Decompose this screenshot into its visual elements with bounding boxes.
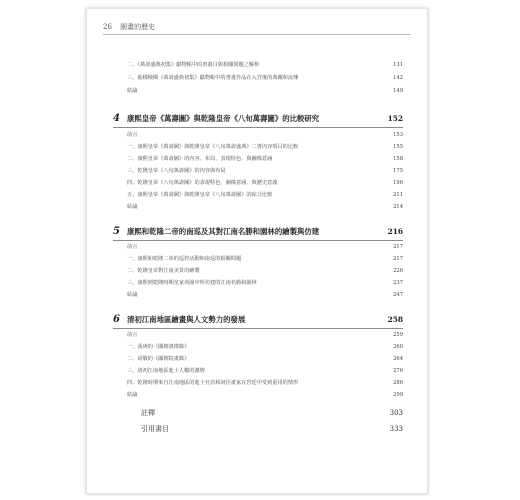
toc-entry-page: 276 (393, 368, 403, 374)
toc-entry-page: 259 (393, 332, 403, 338)
chapter-number: 6 (113, 314, 120, 325)
toc-entry-title: 結論 (127, 392, 138, 398)
toc-entry-page: 158 (393, 156, 403, 162)
toc-entry[interactable] (127, 267, 403, 276)
toc-entry-page: 299 (393, 392, 403, 398)
toc-entry[interactable] (127, 143, 403, 152)
toc-entry-title: 前言 (127, 244, 138, 250)
toc-entry-title: 一、康熙皇帝《萬壽圖》與乾隆皇帝《八旬萬壽盛典》二書內容項目的比較 (127, 144, 299, 150)
toc-bibliography-entry[interactable] (141, 423, 403, 435)
toc-entry[interactable] (127, 291, 403, 300)
toc-entry-page: 264 (393, 356, 403, 362)
toc-entry-page: 237 (393, 280, 403, 286)
toc-entry-page: 303 (389, 409, 403, 417)
toc-entry-title: 五、康熙皇帝《萬壽圖》與乾隆皇帝《八旬萬壽圖》的綜合比較 (127, 192, 273, 198)
toc-entry-title: 結論 (127, 292, 138, 298)
toc-entry-page: 333 (389, 425, 403, 433)
book-page (86, 8, 428, 494)
chapter-page: 216 (387, 227, 403, 236)
toc-entry-title: 四、乾隆時期來自江南地區的進士官員和詞臣畫家在宮廷中受到重用的情形 (127, 380, 299, 386)
chapter-divider (113, 127, 403, 128)
toc-entry[interactable] (127, 87, 403, 96)
toc-entry-title: 四、乾隆皇帝《八旬萬壽圖》的表現特色、圖像意涵、與歷史意義 (127, 180, 278, 186)
toc-entry-title: 三、康熙到乾隆時期皇家苑園中所仿建的江南名勝和園林 (127, 280, 257, 286)
toc-entry[interactable] (127, 355, 403, 364)
toc-entry[interactable] (127, 243, 403, 252)
chapter-heading[interactable] (113, 113, 403, 125)
toc-entry-page: 153 (393, 132, 403, 138)
toc-entry-title: 二、胡敬的《國朝院畫錄》 (127, 356, 190, 362)
toc-entry-title: 二、康熙皇帝《萬壽圖》的內容、布局、表現特色、與圖像意涵 (127, 156, 273, 162)
toc-entry-title: 結論 (127, 88, 138, 94)
chapter-heading[interactable] (113, 314, 403, 326)
toc-entry[interactable] (127, 203, 403, 212)
toc-notes-entry[interactable] (141, 407, 403, 419)
book-title: 園畫的歷史 (120, 23, 156, 31)
toc-entry[interactable] (127, 255, 403, 264)
toc-entry-title: 一、張庚的《國朝畫徵錄》 (127, 344, 190, 350)
chapter-heading[interactable] (113, 226, 403, 238)
toc-entry-title: 註釋 (141, 409, 155, 417)
chapter-page: 152 (387, 114, 403, 123)
toc-entry-title: 前言 (127, 132, 138, 138)
toc-entry-title: 二、《萬壽盛典初集》獻物帳中的書畫目與相關問題之解析 (127, 62, 260, 68)
chapter-page: 258 (387, 315, 403, 324)
toc-entry[interactable] (127, 343, 403, 352)
toc-entry-title: 結論 (127, 204, 138, 210)
header-divider (103, 34, 411, 35)
toc-entry-title: 三、乾隆皇帝《八旬萬壽圖》的內容與布局 (127, 168, 226, 174)
chapter-title: 康熙和乾隆二帝的南巡及其對江南名勝和園林的繪製與仿建 (127, 227, 320, 236)
running-header (103, 22, 155, 32)
toc-entry[interactable] (127, 61, 403, 70)
toc-entry-page: 260 (393, 344, 403, 350)
toc-entry-title: 前言 (127, 332, 138, 338)
chapter-title: 康熙皇帝《萬壽圖》與乾隆皇帝《八旬萬壽圖》的比較研究 (127, 114, 320, 123)
page-number: 26 (103, 23, 112, 31)
toc-entry[interactable] (127, 379, 403, 388)
toc-entry-title: 引用書目 (141, 425, 169, 433)
chapter-number: 5 (113, 226, 120, 237)
chapter-title: 清初江南地區繪畫與人文勢力的發展 (127, 315, 246, 324)
toc-entry-page: 196 (393, 180, 403, 186)
toc-entry-page: 286 (393, 380, 403, 386)
toc-entry-page: 131 (393, 62, 403, 68)
toc-entry[interactable] (127, 391, 403, 400)
toc-entry[interactable] (127, 367, 403, 376)
toc-entry-page: 217 (393, 244, 403, 250)
toc-entry-page: 149 (393, 88, 403, 94)
chapter-divider (113, 240, 403, 241)
toc-entry-title: 三、清初江南地區進士人數的激增 (127, 368, 205, 374)
toc-entry[interactable] (127, 167, 403, 176)
toc-entry-page: 155 (393, 144, 403, 150)
toc-entry[interactable] (127, 131, 403, 140)
toc-entry-page: 142 (393, 75, 403, 81)
toc-entry[interactable] (127, 74, 403, 83)
toc-entry[interactable] (127, 179, 403, 188)
toc-entry[interactable] (127, 155, 403, 164)
toc-entry-page: 217 (393, 256, 403, 262)
toc-entry-page: 214 (393, 204, 403, 210)
toc-entry[interactable] (127, 331, 403, 340)
chapter-divider (113, 328, 403, 329)
toc-entry-title: 二、乾隆皇帝對江南美景的繪製 (127, 268, 200, 274)
toc-entry-page: 226 (393, 268, 403, 274)
chapter-number: 4 (113, 113, 120, 124)
toc-entry[interactable] (127, 279, 403, 288)
toc-entry-title: 三、抽樣檢閱《萬壽盛典初集》獻物帳中的書畫作品在入宮後的典藏和流傳 (127, 75, 299, 81)
toc-entry-page: 211 (393, 192, 403, 198)
toc-entry-title: 一、康熙和乾隆二帝的巡狩活動和南巡的相關問題 (127, 256, 242, 262)
toc-entry-page: 247 (393, 292, 403, 298)
toc-entry[interactable] (127, 191, 403, 200)
toc-entry-page: 175 (393, 168, 403, 174)
